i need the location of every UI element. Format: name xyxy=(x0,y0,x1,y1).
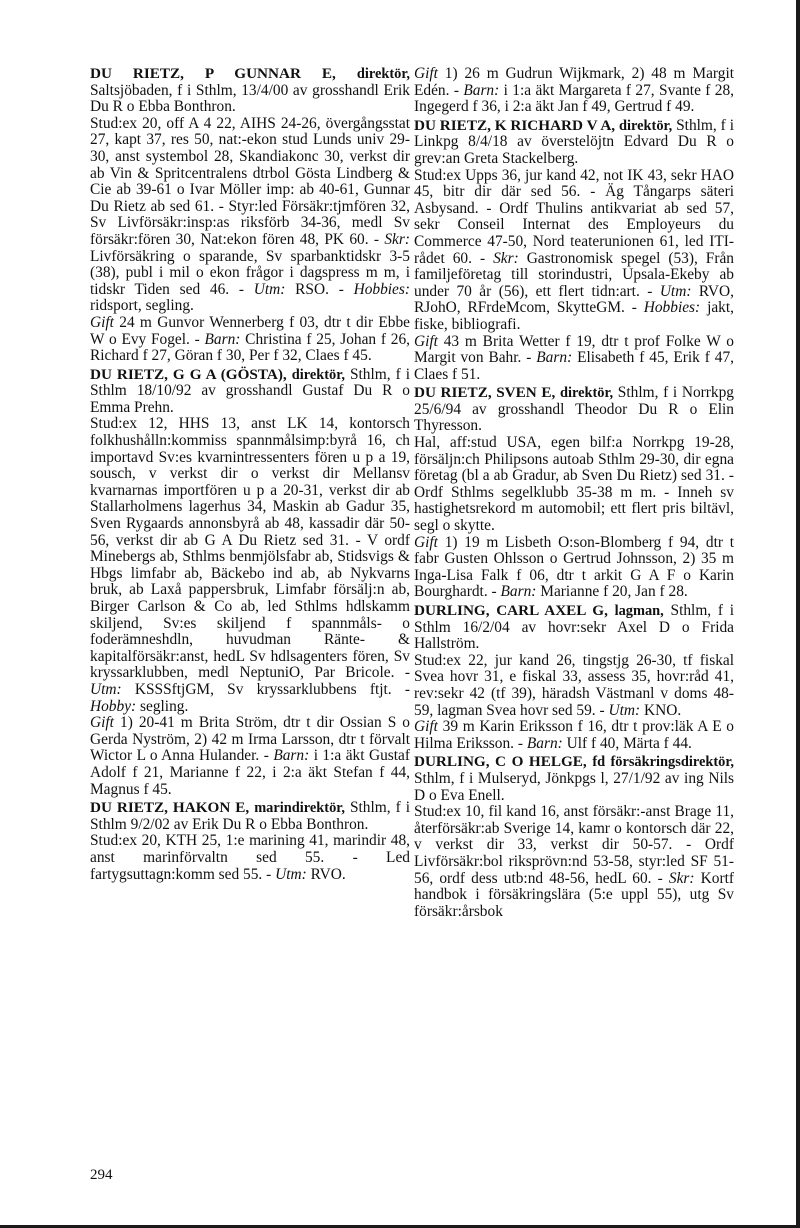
entry-utm: KNO. xyxy=(640,701,682,719)
label-skr: Skr: xyxy=(384,230,410,248)
entry-body: Stud:ex 10, fil kand 16, anst försäkr:-anst Brage 11, återförsäkr:ab Sverige 14, kamr o kontorsch där 22, v verkst dir 33, verkst dir 50-57. - Ordf Livförsäkr:bol riksprövn:nd 53-58, styr:led SF 51-56, ordf dess utb:nd 48-56, hedL 60. - xyxy=(414,803,734,887)
entry-utm: RSO. xyxy=(285,280,329,298)
label-barn: Barn: xyxy=(204,330,241,348)
entry-name: DU RIETZ, K RICHARD V A, xyxy=(414,116,616,134)
label-gift: Gift xyxy=(414,718,438,736)
entry-body: Stud:ex 20, KTH 25, 1:e marining 41, marindir 48, anst marinförvaltn sed 55. - Led fartygsuttagn:komm sed 55. - xyxy=(90,832,410,883)
entry-body: Hal, aff:stud USA, egen bilf:a Norrkpg 19-28, försäljn:ch Philipsons autoab Sthlm 29-30, dir egna företag (bl a ab Gradur, ab Sven Du Rietz) sed 31. - Ordf Sthlms segelklubb 35-38 m m. - Inneh sv hastighetsrekord m automobil; ett flert pris biltävl, segl o skytte. xyxy=(414,434,734,535)
entry-header: Saltsjöbaden, f i Sthlm, 13/4/00 av grosshandl Erik Du R o Ebba Bonthron. xyxy=(90,81,410,116)
entry-gift: 1) 26 m Gudrun Wijkmark, 2) 48 m Margit Edén. xyxy=(414,65,734,99)
label-utm: Utm: xyxy=(608,701,641,719)
label-gift: Gift xyxy=(414,65,438,82)
biography-entry: DU RIETZ, K RICHARD V A, direktör, Sthlm, f i Linkpg 8/4/18 av överstelöjtn Edvard Du R o grev:an Greta Stackelberg. Stud:ex Upps 36, jur kand 42, not IK 43, sekr HAO 45, bitr dir där sed 56. - Äg Tångarps säteri Asbysand. - Ordf Thulins antikvariat ab sed 57, sekr Conseil Internat des Employeurs du Commerce 47-50, Nord teaterunionen 61, led ITI-rådet 60. - Skr: Gastronomisk spegel (53), Från familjeföretag till storindustri, Upsala-Ekeby ab under 70 år (56), ett flert tidn:art. - Utm: RVO, RJohO, RFrdeMcom, SkytteGM. - Hobbies: jakt, fiske, bibliografi. Gift 43 m Brita Wetter f 19, dtr t prof Folke W o Margit von Bahr. - Barn: Elisabeth f 45, Erik f 47, Claes f 51. xyxy=(414,116,734,383)
biography-entry: DU RIETZ, P GUNNAR E, direktör, Saltsjöbaden, f i Sthlm, 13/4/00 av grosshandl Erik Du R o Ebba Bonthron. Stud:ex 20, off A 4 22, AIHS 24-26, övergångsstat 27, kapt 37, res 50, nat:-ekon stud Lunds univ 29-30, anst systembol 28, Skandiakonc 30, verkst dir ab Vin & Spritcentralens dtrbol Gösta Lindberg & Cie ab 39-61 o Ivar Möller imp: ab 40-61, Gunnar Du Rietz ab sed 61. - Styr:led Försäkr:tjmfören 32, Sv Livförsäkr:insp:as riksförb 34-36, medl Sv försäkr:fören 30, Nat:ekon fören 48, PK 60. - Skr: Livförsäkring o sparande, Sv sparbanktidskr 3-5 (38), publ i mil o ekon frågor i dagspress m m, i tidskr Tiden sed 46. - Utm: RSO. - Hobbies: ridsport, segling. Gift 24 m Gunvor Wennerberg f 03, dtr t dir Ebbe W o Evy Fogel. - Barn: Christina f 25, Johan f 26, Richard f 27, Göran f 30, Per f 32, Claes f 45. xyxy=(90,65,411,365)
label-utm: Utm: xyxy=(659,282,692,300)
entry-hobby: ridsport, segling. xyxy=(90,297,194,315)
entry-barn: Ulf f 40, Märta f 44. xyxy=(562,734,692,752)
entry-title: direktör, xyxy=(559,385,614,402)
right-column xyxy=(414,66,734,922)
entry-title: direktör, xyxy=(619,117,673,134)
entry-barn: Marianne f 20, Jan f 28. xyxy=(536,583,688,601)
entry-name: DU RIETZ, G G A (GÖSTA), xyxy=(90,365,287,383)
entry-body: Stud:ex 12, HHS 13, anst LK 14, kontorsch folkhushålln:kommiss spannmålsimp:byrå 16, ch importavd Sv:es kvarnintressenters fören u p a 19, sousch, v verkst dir o verkst dir Mellansv kvarnarnas importfören u p a 20-31, verkst dir ab Stallarholmens lagerhus 34, Maskin ab Gadur 35, Sven Rygaards annonsbyrå ab 48, kassadir där 50-56, verkst dir ab G A Du Rietz sed 31. - V ordf Minebergs ab, Sthlms benmjölsfabr ab, Stidsvigs & Hbgs limfabr ab, Bäckebo ind ab, ab Nykvarns bruk, ab Laxå pappersbruk, Limfabr försälj:n ab, Birger Carlson & Co ab, led Sthlms hdlskamm skiljend, Sv:es skiljend f spannmåls- o foderämneshdln, huvudman Ränte- & kapitalförsäkr:anst, hedL Sv hdlsagenters fören, Sv kryssarklubben, medl NeptuniO, Par Bricole. xyxy=(90,415,410,682)
biography-entry-continuation: Gift 1) 26 m Gudrun Wijkmark, 2) 48 m Margit Edén. - Barn: i 1:a äkt Margareta f 27, Svante f 28, Ingegerd f 36, i 2:a äkt Jan f 49, Gertrud f 49. xyxy=(414,65,734,116)
label-utm: Utm: xyxy=(253,280,286,298)
entry-gift: 39 m Karin Eriksson f 16, dtr t prov:läk A E o Hilma Eriksson. - xyxy=(414,718,734,752)
entry-header: Sthlm, f i Linkpg 8/4/18 av överstelöjtn Edvard Du R o grev:an Greta Stackelberg. xyxy=(414,116,734,167)
entry-utm: KSSSftjGM, Sv kryssarklubbens ftjt. xyxy=(121,680,392,698)
entry-title: lagman, xyxy=(614,603,664,619)
entry-title: marindirektör, xyxy=(254,800,345,817)
label-hobby: Hobbies: xyxy=(643,299,701,317)
biography-entry xyxy=(414,603,734,752)
entry-header: Sthlm, f i Sthlm 9/2/02 av Erik Du R o Ebba Bonthron. xyxy=(90,799,410,833)
label-barn: Barn: xyxy=(536,349,573,367)
label-barn: Barn: xyxy=(500,583,537,601)
entry-gift: 1) 20-41 m Brita Ström, dtr t dir Ossian S o Gerda Nyström, 2) 42 m Irma Larsson, dtr t förvalt Wictor L o Anna Hulander. xyxy=(90,714,410,765)
entry-gift: 1) 19 m Lisbeth O:son-Blomberg f 94, dtr t fabr Gusten Ohlsson o Gertrud Johnsson, 2) 35 m Inga-Lisa Falk f 06, dtr t arkit G A F o Karin Bourghardt. - xyxy=(414,533,734,601)
entry-hobby: jakt, fiske, bibliografi. xyxy=(414,299,734,333)
left-column xyxy=(90,66,410,885)
biography-entry xyxy=(414,754,734,920)
entry-hobby: segling. xyxy=(136,697,189,715)
label-barn: Barn: xyxy=(273,747,310,765)
biography-entry xyxy=(414,385,734,601)
entry-body: Stud:ex Upps 36, jur kand 42, not IK 43, sekr HAO 45, bitr dir där sed 56. - Äg Tångarps säteri Asbysand. - Ordf Thulins antikvariat ab sed 57, sekr Conseil Internat des Employeurs du Commerce 47-50, Nord teaterunionen 61, led ITI-rådet 60. xyxy=(414,166,734,267)
entry-gift: 24 m Gunvor Wennerberg f 03, dtr t dir Ebbe W o Evy Fogel. xyxy=(90,313,410,348)
label-hobby: Hobby: xyxy=(90,697,137,715)
entry-skr: Livförsäkring o sparande, Sv sparbanktidskr 3-5 (38), publ i mil o ekon frågor i dagspress m m, i tidskr Tiden sed 46. xyxy=(90,247,410,298)
label-barn: Barn: xyxy=(526,734,563,752)
entry-skr: Gastronomisk spegel (53), Från familjeföretag till storindustri, Upsala-Ekeby ab under 70 år (56), ett flert tidn:art. xyxy=(414,249,734,300)
scan-edge-right xyxy=(796,0,800,1228)
label-barn: Barn: xyxy=(463,81,500,99)
biography-entry: DU RIETZ, G G A (GÖSTA), direktör, Sthlm, f i Sthlm 18/10/92 av grosshandl Gustaf Du R o Emma Prehn. Stud:ex 12, HHS 13, anst LK 14, kontorsch folkhushålln:kommiss spannmålsimp:byrå 16, ch importavd Sv:es kvarnintressenters fören u p a 19, sousch, v verkst dir o verkst dir Mellansv kvarnarnas importfören u p a 20-31, verkst dir ab Stallarholmens lagerhus 34, Maskin ab Gadur 35, Sven Rygaards annonsbyrå ab 48, kassadir där 50-56, verkst dir ab G A Du Rietz sed 31. - V ordf Minebergs ab, Sthlms benmjölsfabr ab, Stidsvigs & Hbgs limfabr ab, Bäckebo ind ab, ab Nykvarns bruk, ab Laxå pappersbruk, Limfabr försälj:n ab, Birger Carlson & Co ab, led Sthlms hdlskamm skiljend, Sv:es skiljend f spannmåls- o foderämneshdln, huvudman Ränte- & kapitalförsäkr:anst, hedL Sv hdlsagenters fören, Sv kryssarklubben, medl NeptuniO, Par Bricole. - Utm: KSSSftjGM, Sv kryssarklubbens ftjt. - Hobby: segling. Gift 1) 20-41 m Brita Ström, dtr t dir Ossian S o Gerda Nyström, 2) 42 m Irma Larsson, dtr t förvalt Wictor L o Anna Hulander. - Barn: i 1:a äkt Gustaf Adolf f 21, Marianne f 22, i 2:a äkt Stefan f 44, Magnus f 45. xyxy=(90,365,411,798)
label-gift: Gift xyxy=(90,714,114,732)
label-hobby: Hobbies: xyxy=(353,280,411,298)
label-skr: Skr: xyxy=(668,869,695,887)
entry-name: DU RIETZ, SVEN E, xyxy=(414,384,556,402)
entry-barn: Christina f 25, Johan f 26, Richard f 27, Göran f 30, Per f 32, Claes f 45. xyxy=(90,330,410,365)
entry-name: DU RIETZ, HAKON E, xyxy=(90,799,250,817)
entry-header: Sthlm, f i Mulseryd, Jönkpgs l, 27/1/92 av ing Nils D o Eva Enell. xyxy=(414,769,734,804)
entry-gift: 43 m Brita Wetter f 19, dtr t prof Folke W o Margit von Bahr. xyxy=(414,332,734,367)
entry-name: DU RIETZ, P GUNNAR E, xyxy=(90,65,336,82)
entry-header: Sthlm, f i Sthlm 18/10/92 av grosshandl Gustaf Du R o Emma Prehn. xyxy=(90,365,411,416)
entry-barn: i 1:a äkt Margareta f 27, Svante f 28, Ingegerd f 36, i 2:a äkt Jan f 49, Gertrud f 49. xyxy=(414,81,734,116)
entry-barn: i 1:a äkt Gustaf Adolf f 21, Marianne f 22, i 2:a äkt Stefan f 44, Magnus f 45. xyxy=(90,747,411,798)
entry-header: Sthlm, f i Norrkpg 25/6/94 av grosshandl Theodor Du R o Elin Thyresson. xyxy=(414,384,734,435)
entry-skr: Kortf handbok i försäkringslära (5:e uppl 55), utg Sv försäkr:årsbok xyxy=(414,869,734,920)
biography-entry xyxy=(90,800,410,883)
entry-title: direktör, xyxy=(356,66,410,82)
entry-utm: RVO, RJohO, RFrdeMcom, SkytteGM. xyxy=(414,282,734,317)
entry-body: Stud:ex 20, off A 4 22, AIHS 24-26, övergångsstat 27, kapt 37, res 50, nat:-ekon stud Lunds univ 29-30, anst systembol 28, Skandiakonc 30, verkst dir ab Vin & Spritcentralens dtrbol Gösta Lindberg & Cie ab 39-61 o Ivar Möller imp: ab 40-61, Gunnar Du Rietz ab sed 61. - Styr:led Försäkr:tjmfören 32, Sv Livförsäkr:insp:as riksförb 34-36, medl Sv försäkr:fören 30, Nat:ekon fören 48, PK 60. xyxy=(90,114,410,248)
label-gift: Gift xyxy=(414,332,438,350)
label-skr: Skr: xyxy=(493,249,519,267)
entry-body: Stud:ex 22, jur kand 26, tingstjg 26-30, tf fiskal Svea hovr 31, e fiskal 33, assess 35, hovr:råd 41, rev:sekr 42 (tf 39), häradsh Västmanl v doms 48-59, lagman Svea hovr sed 59. - xyxy=(414,651,734,719)
entry-title: fd försäkringsdirektör, xyxy=(592,754,734,771)
label-utm: Utm: xyxy=(90,680,122,698)
entry-header: Sthlm, f i Sthlm 16/2/04 av hovr:sekr Axel D o Frida Hallström. xyxy=(414,602,734,653)
entry-barn: Elisabeth f 45, Erik f 47, Claes f 51. xyxy=(414,349,734,383)
entry-title: direktör, xyxy=(291,366,345,383)
page-number: 294 xyxy=(90,1167,113,1183)
label-gift: Gift xyxy=(90,313,114,331)
entry-name: DURLING, C O HELGE, xyxy=(414,753,587,771)
entry-name: DURLING, CARL AXEL G, xyxy=(414,602,608,619)
entry-utm: RVO. xyxy=(306,865,346,883)
label-utm: Utm: xyxy=(275,865,307,883)
label-gift: Gift xyxy=(414,533,438,551)
